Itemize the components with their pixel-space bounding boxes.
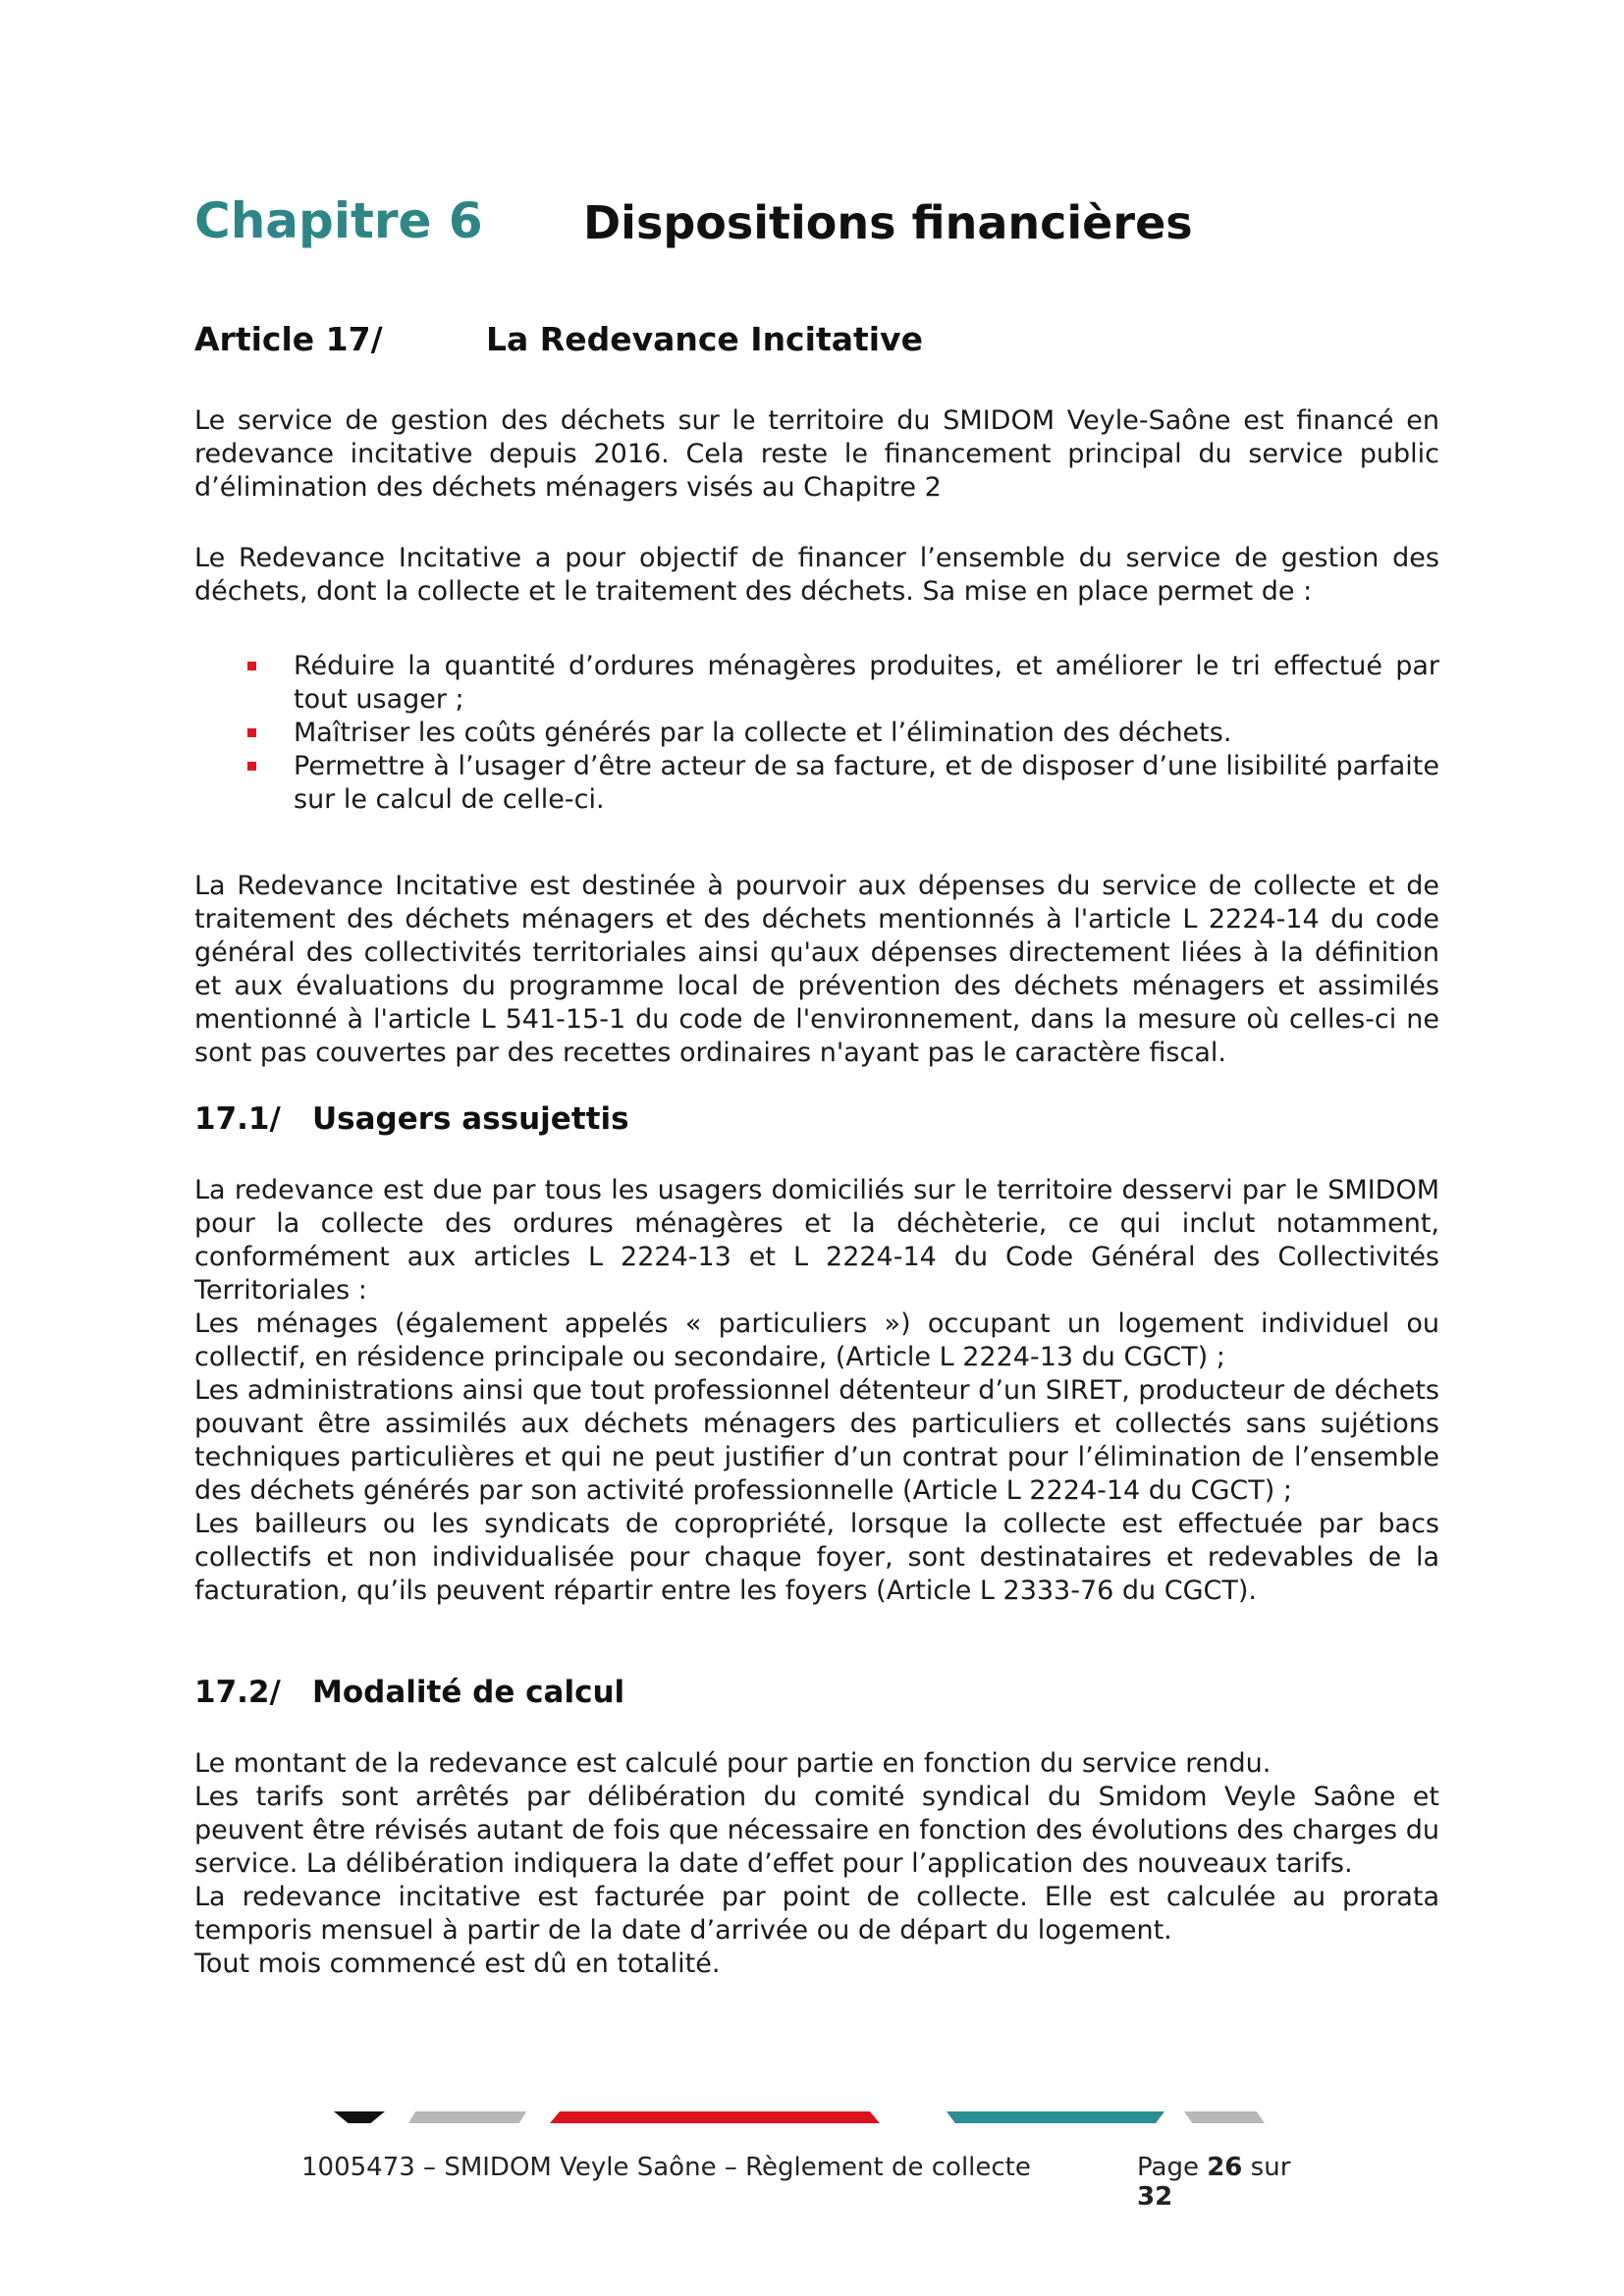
destination-paragraph: La Redevance Incitative est destinée à pourvoir aux dépenses du service de collecte et de traitement des déchets ménagers et des déchets mentionnés à l'article L 2224-14 du code général des collectivités territoriales ainsi qu'aux dépenses directement liées à la définition et aux évaluations du programme local de prévention des déchets ménagers et assimilés mentionné à l'article L 541-15-1 du code de l'environnement, dans la mesure où celles-ci ne sont pas couvertes par des recettes ordinaires n'ayant pas le caractère fiscal. [194, 871, 1439, 1068]
section-paragraph: Les administrations ainsi que tout professionnel détenteur d’un SIRET, producteur de déchets pouvant être assimilés aux déchets ménagers des particuliers et collectés sans sujétions techniques particulières et qui ne peut justifier d’un contrat pour l’élimination de l’ensemble des déchets générés par son activité professionnelle (Article L 2224-14 du CGCT) ; [194, 1375, 1439, 1506]
section-title: Modalité de calcul [312, 1675, 625, 1710]
destination-paragraph-block [194, 870, 1439, 1070]
chapter-heading [194, 192, 1439, 255]
footer-page-number [1137, 2153, 1332, 2212]
list-item [194, 717, 1439, 750]
chapter-number: Chapitre 6 [194, 192, 483, 249]
list-item [194, 650, 1439, 717]
stripe-red [550, 2111, 880, 2123]
footer-document-title: 1005473 – SMIDOM Veyle Saône – Règlement de collecte [301, 2153, 1031, 2182]
footer-color-stripes [334, 2111, 1276, 2123]
footer-page-sep: sur [1250, 2153, 1291, 2182]
chapter-title: Dispositions financières [583, 196, 1193, 249]
stripe-teal [947, 2111, 1164, 2123]
section-title: Usagers assujettis [312, 1101, 629, 1137]
list-item [194, 750, 1439, 817]
list-item-text: Maîtriser les coûts générés par la collecte et l’élimination des déchets. [294, 718, 1232, 748]
footer-page-current: 26 [1207, 2153, 1243, 2182]
section-heading-calcul [194, 1675, 624, 1710]
stripe-black [334, 2111, 385, 2123]
section-paragraph: Le montant de la redevance est calculé pour partie en fonction du service rendu. [194, 1748, 1272, 1779]
section-number: 17.2/ [194, 1675, 281, 1710]
section-2-body [194, 1747, 1439, 1981]
objectives-list [194, 650, 1439, 817]
section-paragraph: La redevance incitative est facturée par point de collecte. Elle est calculée au prorata temporis mensuel à partir de la date d’arrivée ou de départ du logement. [194, 1882, 1439, 1946]
article-title: La Redevance Incitative [486, 320, 923, 358]
bullet-square-icon [247, 728, 256, 737]
intro-paragraph-1-block [194, 404, 1439, 505]
stripe-grey [408, 2111, 526, 2123]
section-paragraph: Les tarifs sont arrêtés par délibération du comité syndical du Smidom Veyle Saône et peuvent être révisés autant de fois que nécessaire en fonction des évolutions des charges du service. La délibération indiquera la date d’effet pour l’application des nouveaux tarifs. [194, 1782, 1439, 1879]
intro-paragraph-2-block [194, 542, 1439, 609]
bullet-square-icon [247, 662, 256, 670]
footer-page-total: 32 [1137, 2182, 1173, 2212]
section-paragraph: Tout mois commencé est dû en totalité. [194, 1949, 721, 1979]
section-number: 17.1/ [194, 1101, 281, 1137]
section-paragraph: Les bailleurs ou les syndicats de copropriété, lorsque la collecte est effectuée par bacs collectifs et non individualisée pour chaque foyer, sont destinataires et redevables de la facturation, qu’ils peuvent répartir entre les foyers (Article L 2333-76 du CGCT). [194, 1509, 1439, 1606]
intro-paragraph: Le service de gestion des déchets sur le territoire du SMIDOM Veyle-Saône est financé en redevance incitative depuis 2016. Cela reste le financement principal du service public d’élimination des déchets ménagers visés au Chapitre 2 [194, 405, 1439, 503]
section-heading-usagers [194, 1101, 629, 1137]
footer-page-word: Page [1137, 2153, 1199, 2182]
section-paragraph: La redevance est due par tous les usagers domiciliés sur le territoire desservi par le SMIDOM pour la collecte des ordures ménagères et la déchèterie, ce qui inclut notamment, conformément aux articles L 2224-13 et L 2224-14 du Code Général des Collectivités Territoriales : [194, 1175, 1439, 1306]
list-item-text: Permettre à l’usager d’être acteur de sa facture, et de disposer d’une lisibilité parfaite sur le calcul de celle-ci. [294, 751, 1439, 815]
article-number: Article 17/ [194, 320, 383, 358]
section-1-body [194, 1174, 1439, 1608]
stripe-grey-right [1184, 2111, 1265, 2123]
list-item-text: Réduire la quantité d’ordures ménagères produites, et améliorer le tri effectué par tout usager ; [294, 651, 1439, 715]
intro-paragraph: Le Redevance Incitative a pour objectif de financer l’ensemble du service de gestion des déchets, dont la collecte et le traitement des déchets. Sa mise en place permet de : [194, 543, 1439, 607]
section-paragraph: Les ménages (également appelés « particuliers ») occupant un logement individuel ou collectif, en résidence principale ou secondaire, (Article L 2224-13 du CGCT) ; [194, 1308, 1439, 1372]
bullet-square-icon [247, 762, 256, 771]
